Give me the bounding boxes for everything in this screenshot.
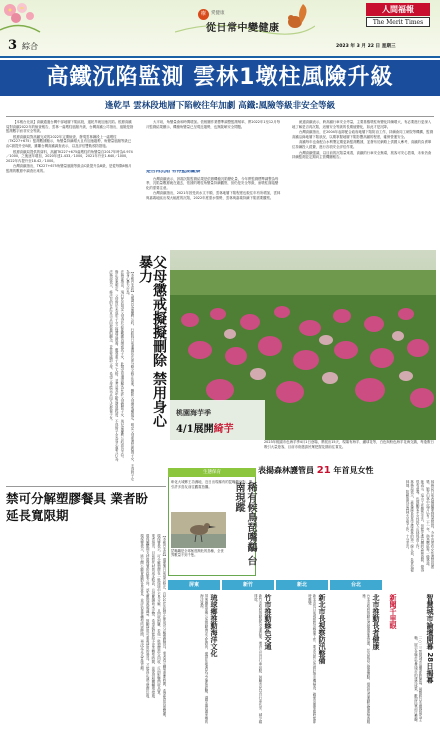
- highlight-headline[interactable]: 智慧城市論壇開幕 28日揭幕: [426, 594, 434, 684]
- local-headline[interactable]: 竹市推動綠色交通: [264, 594, 272, 650]
- paragraph: 統還高鐵表示，跨高鐵行車安全考量，主要基樁墩柱角變化持續增大，有必要進行更深入地了解是否再沉陷，這個安全等級的長期值變化，如此才是沉降。: [292, 120, 432, 129]
- local-news-column: [222, 580, 274, 730]
- paragraph: 台灣高鐵強調，以目前的沉陷量來看，高鐵的行車安全無虞，旅客可安心搭乘，未來仍會持續監測並定期向主管機關報告。: [292, 150, 432, 160]
- paragraph: 【本報台北訊】為落實兒童權利公約，行政院日前通過民法部分條文修正草案，刪除父母懲戒權規定，明定父母保護及教養子女，不得對子女為身心暴力行為。: [125, 270, 134, 481]
- subhead-divider: [6, 116, 434, 117]
- ecology-headline[interactable]: 稀有候鳥琵嘴鷸 台南現蹤: [233, 482, 256, 566]
- paragraph: 台灣高鐵指出，2021年因受到水文不順，雲林地層下陷程度也較往年有所增加，雲林與嘉義地區出現大幅度的沉陷，2022年度需水情勢，雲林與嘉義持續下陷需要觀察。: [146, 191, 281, 200]
- column-title: 從日常中變健康: [206, 23, 280, 34]
- local-body: 新竹市政府推動綠色交通政策，增設公共自行車站點，鼓勵市民以自行車代步，減少碳排放。: [253, 594, 262, 724]
- local-body: 新北市長日前視察防汛整備工作，要求各區公所做好抽水機檢查，確保汛期來臨時能即時應變。: [307, 594, 316, 724]
- main-story-column-2: [146, 120, 281, 168]
- paragraph: 法務部表示，修法目的在於宣示正向教養的觀念，並非要處罰父母，希望父母能以正向方式教養子女。: [108, 270, 113, 423]
- highlight-body: 二○二三智慧城市論壇即將開幕，展覽將以永續發展為主軸，展示各縣市智慧城市的建設成果，歡迎民眾前往參觀。: [413, 636, 422, 725]
- paragraph: 根據高鐵局提供的資料，高鐵TK227+675處墩柱的角變量自2017年時為0.974／1000，之後逐年增加，2020年達1.433／1000，2021年升至1.640／1000，2022年內提升至18.42／1000。: [6, 149, 133, 163]
- paragraph: 業者指出，目前替代材質成本較高，且供應鏈尚未完整，希望政府能給予更多轉型時間，並提供相關輔導措施。: [150, 534, 155, 701]
- local-headline[interactable]: 琉球鄉推動海洋文化: [210, 594, 218, 657]
- newspaper-logo-english: The Merit Times: [366, 17, 430, 27]
- record-story-headline[interactable]: [258, 465, 436, 479]
- paragraph: 台灣高鐵指出，在2004年起即配合政府地層下陷防治工作，持續會同工研院等機構，監測高鐵沿線地層下陷狀況，以期掌握地層下陷影響高鐵的程度，確保營運安全。: [292, 130, 434, 139]
- main-story-column-1: [6, 120, 134, 268]
- masthead: [0, 0, 440, 58]
- news-highlight-box: [386, 580, 436, 730]
- photo-description: 2023年桃園市色海芋季4月1日登場，將展出15天，現場有海芋、繡球花等，白色與粉色海芋花海交織，每逢假日吸引大量遊客，目前市府邀請民眾把握花期前往賞花。: [264, 440, 434, 449]
- local-body: 台北市政府推動長者健康促進計畫，於各區設立健康據點，提供長者運動及健康檢查服務。: [361, 594, 370, 724]
- headline-text: 禁可分解塑膠餐具 業者盼延長寬限期: [6, 491, 148, 523]
- region-label[interactable]: 屏東: [168, 580, 220, 590]
- flower-decoration-icon: [0, 0, 52, 36]
- paragraph: 根據高鐵局對高鐵完成的2022年定期檢查，發現雲林縣段上一處墩柱（TK227+675）監測數據顯示，角變量持續增大且有加速趨勢，角變量風險等級已由C級提升至B級，雖離台灣高鐵調查表示，以及評估雙軌預防措施。: [6, 134, 132, 148]
- paragraph: 林務局表示，森林護管員是守護森林的第一線人員，負責巡視林地、防範盜伐及森林火災等工作，十分辛苦。: [405, 480, 414, 572]
- headline-suffix: 年首見女性: [333, 466, 374, 475]
- paragraph: 法務部指出，現行民法規定父母得於必要範圍內懲戒其子女，此規定易遭誤解為允許父母體罰子女，與兒童權利公約意旨不符。: [119, 270, 124, 461]
- paragraph: 【本報台北訊】高鐵通過台灣中部地層下陷區段，邊乾旱就加速沉陷。根據高鐵局對高鐵2022年的檢查報告，雲林一處墩柱風險升級，台灣高鐵公司指出，風險是指監測數字而非安全等級。: [6, 120, 134, 134]
- subsection-heading: 是否再沉陷 有待監測觀察: [146, 170, 201, 174]
- section-divider: [6, 486, 166, 487]
- caption-prefix: 4/1展開: [176, 424, 214, 435]
- plastic-story-body: [6, 534, 166, 729]
- highlight-label: 新聞千里眼: [389, 594, 397, 629]
- local-headline[interactable]: 新北市長視察防汛整備: [318, 594, 326, 664]
- bird-photo[interactable]: [171, 512, 226, 548]
- paragraph: 環保團體則支持環保署的政策方向，認為應從源頭減量，鼓勵使用可重複使用的餐具，才能真正減少塑膠垃圾。: [145, 534, 150, 701]
- paragraph: 台灣高鐵表示，該端沉陷監測結果是依據機槍沉陷變化量，今年將監測標準調整為每季，沉陷量數據就在過去，依據的墩柱角變量持續觀察，但仍是安全等級，而墩柱面臨變化的需要注意。: [146, 176, 279, 190]
- region-label[interactable]: 新北: [276, 580, 328, 590]
- paragraph: 【本報台北訊】環保署日前預告修正，自2025年起禁止使用可分解塑膠餐具，業者表示轉型需要時間，希望能延長寬限期。: [162, 534, 166, 720]
- ban-story-headline[interactable]: 父母懲戒擬擬刪除 禁用身心暴力: [137, 255, 167, 428]
- main-headline[interactable]: 高鐵沉陷監測 雲林1墩柱風險升級: [0, 60, 440, 96]
- photo-caption-headline: [176, 420, 234, 435]
- ecology-label: 生態保育: [168, 468, 256, 477]
- paragraph: 高鐵每年也會配合水利署定期更新監測數據，並發布於網路上供國人參考，高鐵的負責單位持續投入經費，進行各項安全評估作業。: [292, 140, 432, 149]
- region-label[interactable]: 台北: [330, 580, 382, 590]
- photo-caption-title: 桃園海芋季: [176, 409, 211, 417]
- column-badge: 療: [198, 9, 209, 20]
- newspaper-logo[interactable]: 人間福報: [366, 3, 430, 16]
- paragraph: 台灣高鐵指出，TK227+675角變量風險等級由C級提升為B級，是從每隔6個月監測的數據中調查出來的。: [6, 164, 132, 173]
- section-name: 綜合: [22, 42, 38, 51]
- headline-number: 21: [316, 465, 331, 476]
- local-headline[interactable]: 北市推動長者健康: [372, 594, 380, 650]
- ban-story-body: [6, 270, 134, 482]
- bird-image: [171, 512, 226, 548]
- header-divider: [0, 56, 440, 58]
- paragraph: 環保署表示，可分解塑膠在一般環境中不易分解，且回收困難，若與一般塑膠混合回收，反而影響回收品質。: [156, 534, 161, 698]
- headline-prefix: 表揚森林護管員: [258, 466, 314, 475]
- paragraph: 環保署表示，將召開公聽會廣納各界意見，並評估業者轉型所需時間，再決定正式實施日期。: [139, 534, 144, 674]
- region-label[interactable]: 新竹: [222, 580, 274, 590]
- local-body: 屏東縣琉球鄉公所推動海洋文化教育，邀請在地漁民分享捕魚經驗，讓學童認識家鄉的海洋資源。: [199, 594, 208, 724]
- issue-date: 2023 年 3 月 22 日 星期三: [336, 44, 396, 49]
- main-story-column-3: [292, 120, 434, 270]
- local-news-column: [276, 580, 328, 730]
- ecology-intro: 彰化大城鄉王功濕地，近日出現稀有的琵嘴鷸身影，吸引許多鳥友前往觀賞拍攝。: [171, 480, 253, 489]
- paragraph: 她表示，巡山工作雖然辛苦，但能守護台灣的森林資源，覺得很有意義，也鼓勵更多女性投入山林保育工作。: [415, 480, 424, 572]
- main-story-subsection: [146, 170, 281, 252]
- paragraph: 林務局日前表揚績優森林護管員，今年首度有女性護管員獲獎，她在山林中巡守已有二十一年，熟悉轄區每一條林道。: [425, 480, 434, 569]
- main-subheadline: 逢乾旱 雲林段地層下陷較往年加劇 高鐵:風險等級非安全等級: [104, 101, 336, 111]
- record-story-body: [258, 480, 434, 575]
- caption-accent: 綺芋: [213, 424, 234, 435]
- column-subtitle: 愛健康: [211, 11, 225, 16]
- paragraph: 修正草案明定，父母對於未成年子女之保護及教養，應尊重子女之人格，並考量其年齡及發展程度，不得對子女為身心暴力行為。: [114, 270, 119, 464]
- plastic-story-headline[interactable]: [6, 490, 158, 530]
- local-news-column: [168, 580, 220, 730]
- paragraph: 大平坦，角變量會和時間增加。依相關作業標準調整監測頻率，將2022年1至12月每月監測結果顯示，機槍角變量已呈現近趨勢，也無陡峭安全問題。: [146, 120, 280, 129]
- bird-caption: 琵嘴鷸是全球極度瀕危的鳥種，全世界數量不到千隻。: [171, 549, 224, 558]
- local-news-column: [330, 580, 382, 730]
- page-number: 3: [8, 38, 18, 53]
